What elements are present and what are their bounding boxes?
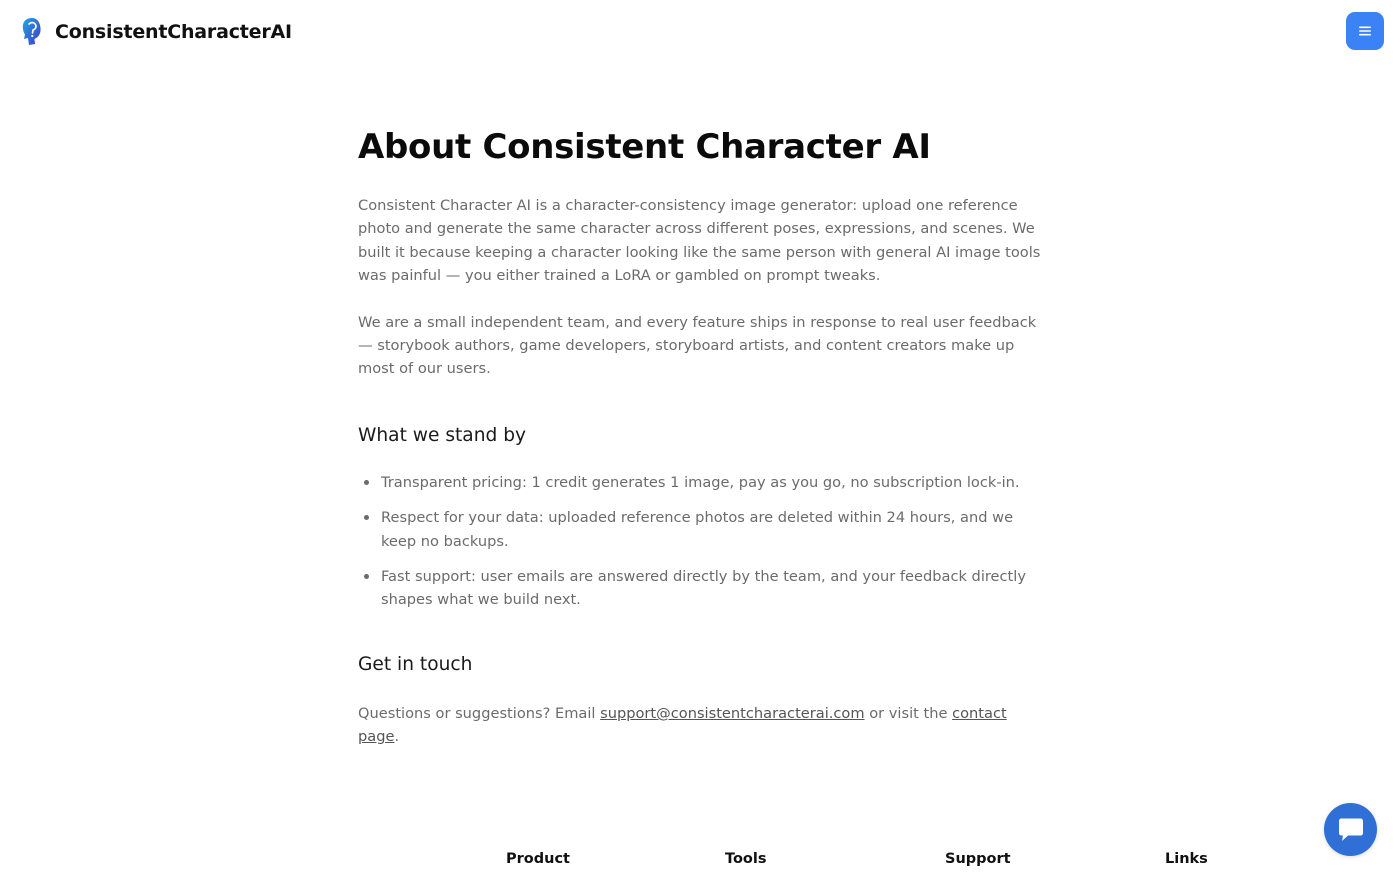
site-footer bbox=[0, 846, 1400, 875]
list-item bbox=[358, 506, 1048, 553]
head-profile-icon bbox=[20, 17, 44, 47]
hamburger-icon bbox=[1359, 26, 1371, 36]
bullet-dot bbox=[364, 574, 369, 579]
values-list bbox=[358, 471, 1048, 612]
values-heading: What we stand by bbox=[358, 424, 526, 446]
page-title: About Consistent Character AI bbox=[358, 127, 931, 167]
chat-bubble-icon bbox=[1336, 817, 1366, 843]
contact-suffix: . bbox=[394, 728, 400, 746]
footer-heading-product: Product bbox=[506, 851, 570, 867]
chat-widget-button[interactable] bbox=[1324, 803, 1377, 856]
contact-heading: Get in touch bbox=[358, 653, 473, 675]
contact-prefix: Questions or suggestions? Email bbox=[358, 704, 601, 722]
bullet-dot bbox=[364, 480, 369, 485]
contact-text bbox=[358, 702, 1048, 749]
list-item-text: Fast support: user emails are answered directly by the team, and your feedback directly shapes what we build next. bbox=[381, 568, 1026, 609]
menu-button[interactable] bbox=[1346, 12, 1384, 50]
team-paragraph: We are a small independent team, and every feature ships in response to real user feedback — storybook authors, game developers, storyboard artists, and content creators make up most of our users. bbox=[358, 313, 1037, 378]
footer-heading-tools: Tools bbox=[725, 851, 767, 867]
brand-logo-link[interactable] bbox=[20, 17, 292, 47]
contact-middle: or visit the bbox=[864, 704, 953, 722]
intro-paragraph: Consistent Character AI is a character-consistency image generator: upload one reference photo and generate the same character across different poses, expressions, and scenes. We built it because keeping a character looking like the same person with general AI image tools was painful — you either trained a LoRA or gambled on prompt tweaks. bbox=[358, 197, 1041, 285]
list-item bbox=[358, 565, 1048, 612]
footer-heading-links: Links bbox=[1165, 851, 1208, 867]
about-content bbox=[358, 124, 1048, 749]
bullet-dot bbox=[364, 515, 369, 520]
site-header bbox=[0, 0, 1400, 64]
list-item bbox=[358, 471, 1048, 494]
footer-heading-support: Support bbox=[945, 851, 1011, 867]
list-item-text: Transparent pricing: 1 credit generates 1 image, pay as you go, no subscription lock-in. bbox=[381, 473, 1020, 491]
support-email-link[interactable]: support@consistentcharacterai.com bbox=[600, 704, 865, 722]
list-item-text: Respect for your data: uploaded reference photos are deleted within 24 hours, and we keep no backups. bbox=[381, 509, 1014, 550]
brand-name: ConsistentCharacterAI bbox=[55, 21, 292, 43]
contact-page-link[interactable]: contact page bbox=[358, 704, 1007, 746]
